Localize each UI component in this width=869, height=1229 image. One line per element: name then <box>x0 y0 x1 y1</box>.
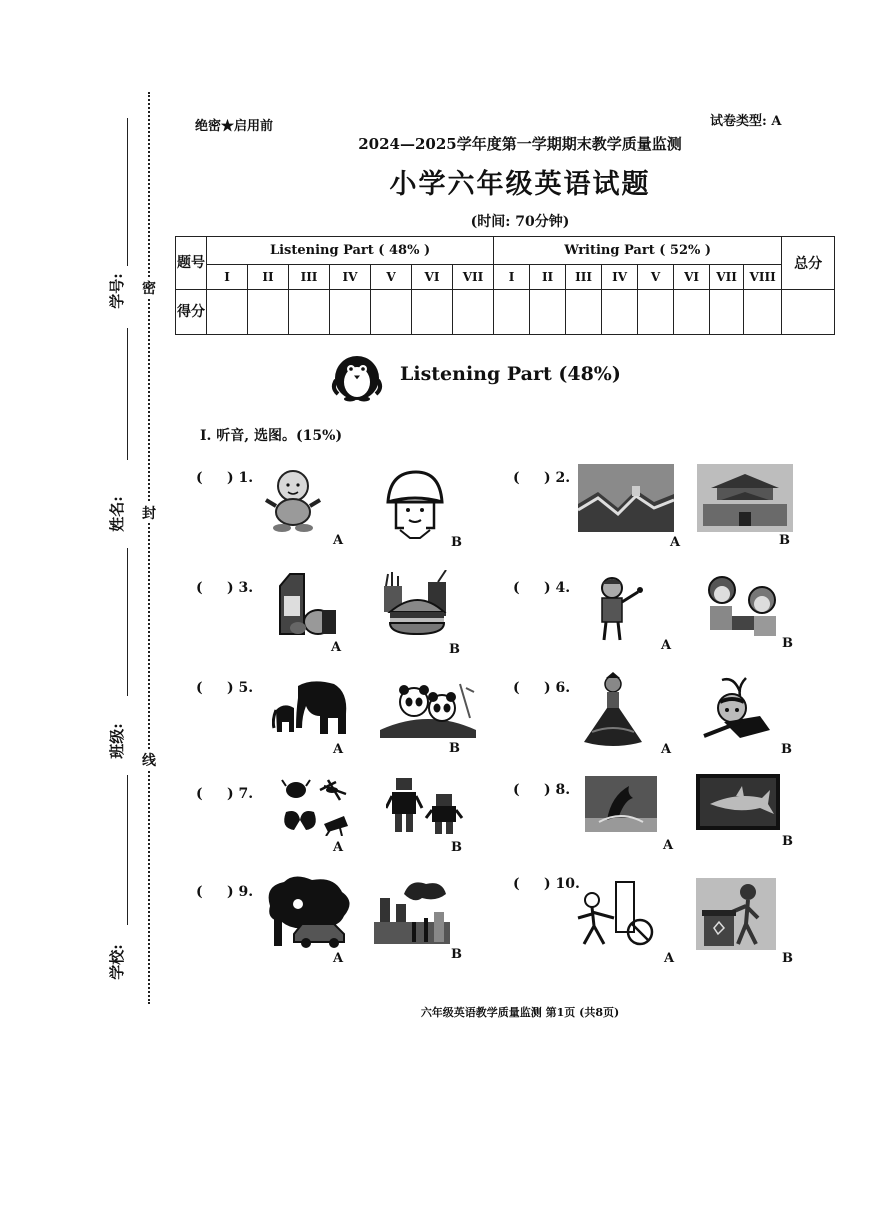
q2-option-a[interactable]: A <box>670 535 681 550</box>
listening-col: V <box>371 265 412 290</box>
listening-col: III <box>289 265 330 290</box>
no-tree-cutting-picture-icon <box>572 878 656 950</box>
student-id-line <box>127 118 128 266</box>
girl-singing-picture-icon <box>592 574 648 644</box>
name-label: 姓名: <box>108 496 126 532</box>
score-cell[interactable] <box>566 290 602 335</box>
princess-picture-icon <box>578 672 648 748</box>
confidential-mark: 绝密★启用前 <box>195 119 274 134</box>
q10-option-b[interactable]: B <box>782 951 793 966</box>
score-cell[interactable] <box>453 290 494 335</box>
page-footer: 六年级英语教学质量监测 第1页 (共8页) <box>420 1006 620 1019</box>
writing-col: I <box>494 265 530 290</box>
score-cell[interactable] <box>530 290 566 335</box>
robots-picture-icon <box>386 778 466 836</box>
factory-pollution-picture-icon <box>374 878 450 946</box>
great-wall-picture-icon <box>578 464 674 532</box>
seal-char-xian: 线 <box>140 750 158 770</box>
total-label: 总分 <box>782 237 835 290</box>
exam-title: 小学六年级英语试题 <box>389 169 651 200</box>
paper-type: 试卷类型: A <box>710 114 782 129</box>
listening-col: VI <box>412 265 453 290</box>
score-cell[interactable] <box>602 290 638 335</box>
score-cell[interactable] <box>289 290 330 335</box>
exam-time: (时间: 70分钟) <box>470 214 570 230</box>
question-9-number: ( ) 9. <box>196 884 254 900</box>
section-title: Listening Part (48%) <box>400 363 621 385</box>
score-cell[interactable] <box>412 290 453 335</box>
writing-col: III <box>566 265 602 290</box>
pandas-picture-icon <box>380 678 476 738</box>
score-cell[interactable] <box>371 290 412 335</box>
score-cell[interactable] <box>710 290 744 335</box>
school-label: 学校: <box>108 944 126 980</box>
question-6-number: ( ) 6. <box>513 680 571 696</box>
q9-option-a[interactable]: A <box>333 951 344 966</box>
score-cell[interactable] <box>248 290 289 335</box>
q10-option-a[interactable]: A <box>664 951 675 966</box>
q2-option-b[interactable]: B <box>779 533 790 548</box>
question-10-number: ( ) 10. <box>513 876 580 892</box>
question-8-number: ( ) 8. <box>513 782 571 798</box>
q6-option-a[interactable]: A <box>661 742 672 757</box>
row-label-question: 题号 <box>176 237 207 290</box>
insects-picture-icon <box>280 776 350 836</box>
recycling-bin-picture-icon <box>696 878 776 950</box>
question-7-number: ( ) 7. <box>196 786 254 802</box>
penguin-icon <box>330 350 384 402</box>
baby-picture-icon <box>262 466 324 534</box>
listening-header: Listening Part ( 48% ) <box>207 237 494 265</box>
q5-option-b[interactable]: B <box>449 741 460 756</box>
elephants-picture-icon <box>272 676 350 738</box>
tiananmen-picture-icon <box>697 464 793 532</box>
class-label: 班级: <box>108 723 126 759</box>
writing-col: VI <box>674 265 710 290</box>
writing-col: V <box>638 265 674 290</box>
class-line <box>127 775 128 925</box>
kids-playing-picture-icon <box>698 572 792 644</box>
name-line <box>127 548 128 696</box>
q1-option-b[interactable]: B <box>451 535 462 550</box>
score-cell[interactable] <box>330 290 371 335</box>
listening-col: II <box>248 265 289 290</box>
writing-col: II <box>530 265 566 290</box>
writing-col: VIII <box>744 265 782 290</box>
score-cell[interactable] <box>494 290 530 335</box>
score-cell[interactable] <box>674 290 710 335</box>
score-table <box>175 236 835 335</box>
row-label-score: 得分 <box>176 290 207 335</box>
part1-instruction: I. 听音, 选图。(15%) <box>200 428 343 444</box>
girl-picture-icon <box>380 468 450 540</box>
writing-header: Writing Part ( 52% ) <box>494 237 782 265</box>
writing-col: IV <box>602 265 638 290</box>
student-id-line-2 <box>127 328 128 460</box>
question-5-number: ( ) 5. <box>196 680 254 696</box>
fast-food-picture-icon <box>382 570 452 638</box>
shark-picture-icon <box>696 774 780 830</box>
question-2-number: ( ) 2. <box>513 470 571 486</box>
score-cell[interactable] <box>207 290 248 335</box>
question-4-number: ( ) 4. <box>513 580 571 596</box>
question-3-number: ( ) 3. <box>196 580 254 596</box>
student-id-label: 学号: <box>108 273 126 309</box>
q7-option-a[interactable]: A <box>333 840 344 855</box>
q8-option-b[interactable]: B <box>782 834 793 849</box>
q5-option-a[interactable]: A <box>333 742 344 757</box>
listening-col: I <box>207 265 248 290</box>
milk-bread-picture-icon <box>276 572 340 638</box>
dolphin-jumping-picture-icon <box>585 776 657 832</box>
exam-subtitle: 2024—2025学年度第一学期期末教学质量监测 <box>358 135 682 153</box>
total-score-cell[interactable] <box>782 290 835 335</box>
q1-option-a[interactable]: A <box>333 533 344 548</box>
monkey-king-picture-icon <box>700 676 772 748</box>
score-cell[interactable] <box>638 290 674 335</box>
q8-option-a[interactable]: A <box>663 838 674 853</box>
q3-option-b[interactable]: B <box>449 642 460 657</box>
writing-col: VII <box>710 265 744 290</box>
score-cell[interactable] <box>744 290 782 335</box>
q4-option-a[interactable]: A <box>661 638 672 653</box>
listening-col: IV <box>330 265 371 290</box>
seal-char-mi: 密 <box>140 278 158 298</box>
q6-option-b[interactable]: B <box>781 742 792 757</box>
seal-char-feng: 封 <box>140 503 158 523</box>
seal-dotted-line <box>148 92 150 1004</box>
tree-car-picture-icon <box>264 876 352 948</box>
listening-col: VII <box>453 265 494 290</box>
question-1-number: ( ) 1. <box>196 470 254 486</box>
q4-option-b[interactable]: B <box>782 636 793 651</box>
q3-option-a[interactable]: A <box>331 640 342 655</box>
q9-option-b[interactable]: B <box>451 947 462 962</box>
q7-option-b[interactable]: B <box>451 840 462 855</box>
